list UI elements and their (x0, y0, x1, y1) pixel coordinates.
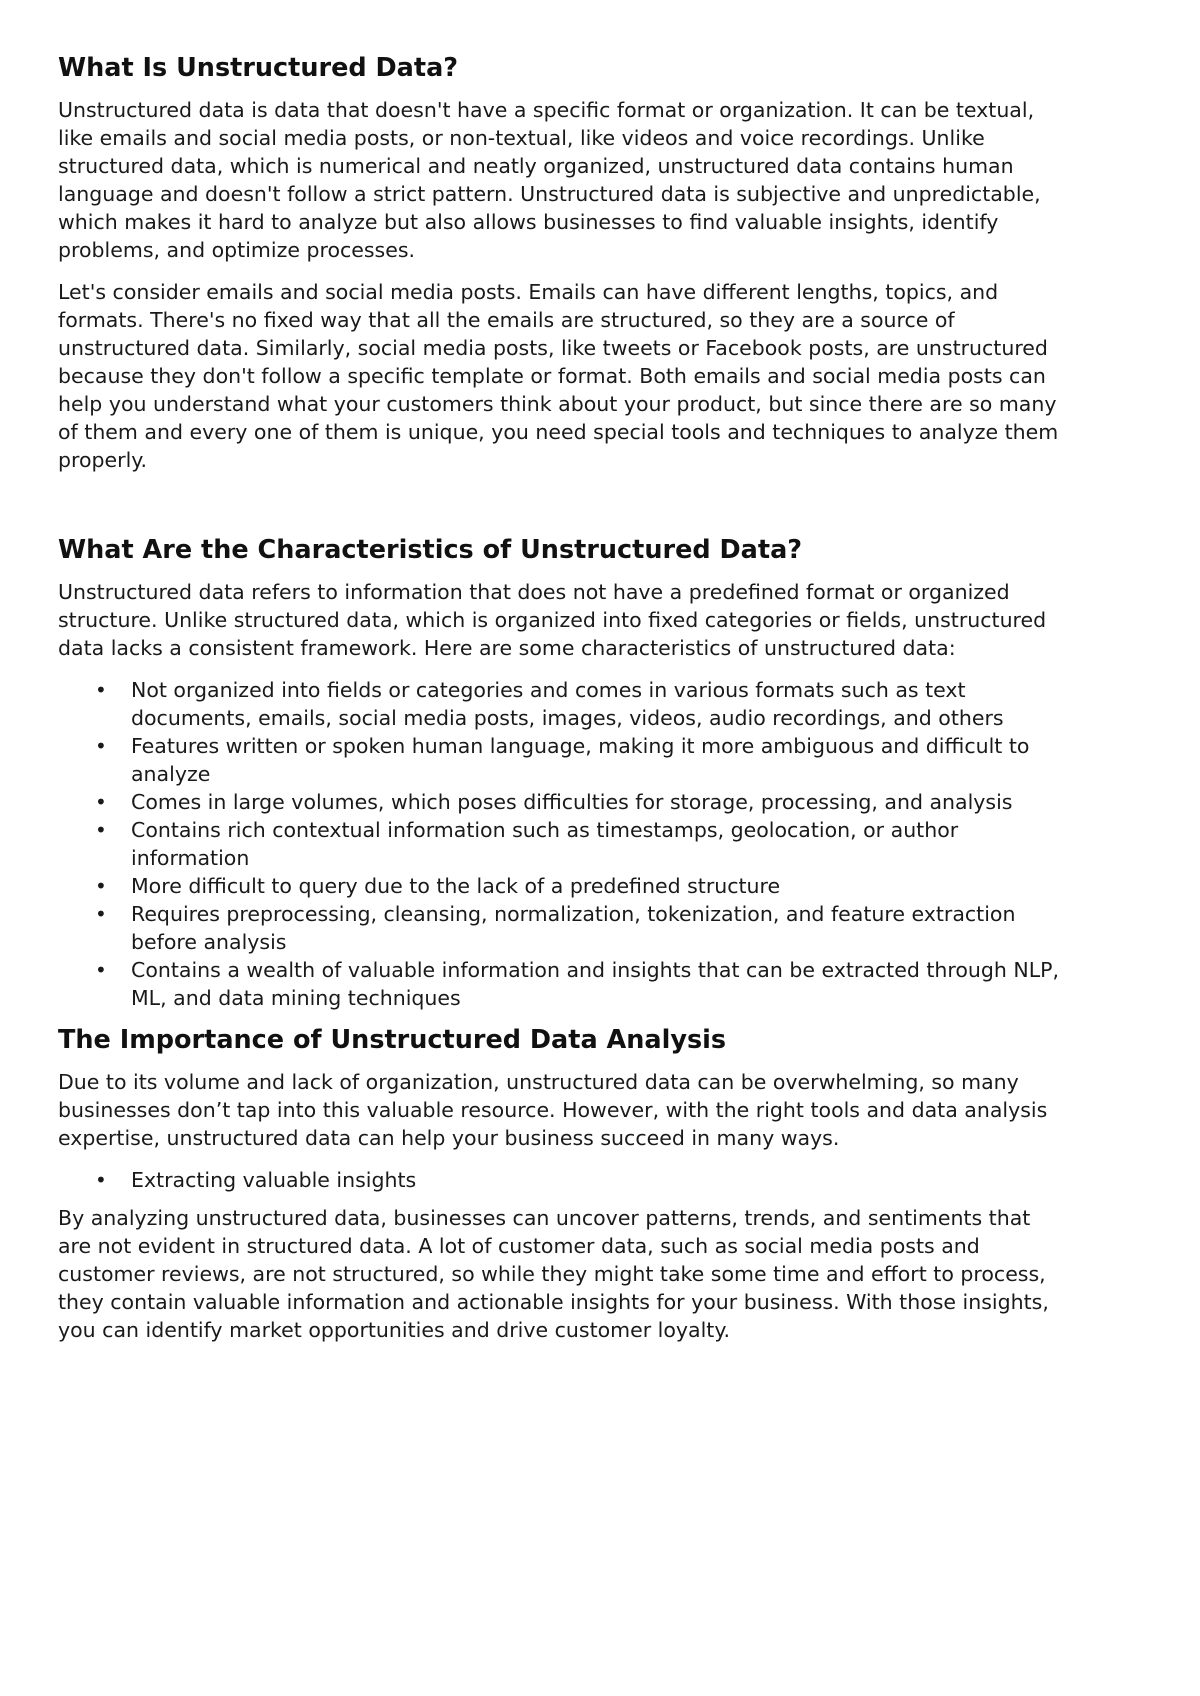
list-item: • Contains a wealth of valuable information and insights that can be extracted through NLP, ML, and data mining techniques (131, 956, 1068, 1012)
paragraph: Due to its volume and lack of organization, unstructured data can be overwhelming, so many businesses don’t tap into this valuable resource. However, with the right tools and data analysis expertise, unstructured data can help your business succeed in many ways. (58, 1070, 1048, 1150)
section-characteristics (58, 532, 1068, 1012)
list-item: • More difficult to query due to the lack of a predefined structure (131, 872, 1068, 900)
document-page (58, 50, 1068, 1358)
list-item: • Extracting valuable insights (131, 1166, 1068, 1194)
section-importance (58, 1022, 1068, 1344)
list-item: • Features written or spoken human language, making it more ambiguous and difficult to analyze (131, 732, 1068, 788)
section-heading: What Are the Characteristics of Unstructured Data? (58, 535, 803, 565)
section-heading: What Is Unstructured Data? (58, 53, 459, 83)
bullet-list (58, 676, 1068, 1012)
paragraph: Unstructured data is data that doesn't have a specific format or organization. It can be textual, like emails and social media posts, or non-textual, like videos and voice recordings. Unlike structured data, which is numerical and neatly organized, unstructured data contains human language and doesn't follow a strict pattern. Unstructured data is subjective and unpredictable, which makes it hard to analyze but also allows businesses to find valuable insights, identify problems, and optimize processes. (58, 98, 1041, 262)
list-item: • Requires preprocessing, cleansing, normalization, tokenization, and feature extraction before analysis (131, 900, 1068, 956)
paragraph: Unstructured data refers to information that does not have a predefined format or organized structure. Unlike structured data, which is organized into fixed categories or fields, unstructured data lacks a consistent framework. Here are some characteristics of unstructured data: (58, 580, 1047, 660)
section-heading: The Importance of Unstructured Data Analysis (58, 1025, 727, 1055)
list-item: • Not organized into fields or categories and comes in various formats such as text documents, emails, social media posts, images, videos, audio recordings, and others (131, 676, 1068, 732)
section-what-is-unstructured-data (58, 50, 1068, 474)
list-item: • Contains rich contextual information such as timestamps, geolocation, or author information (131, 816, 1068, 872)
bullet-list (58, 1166, 1068, 1194)
paragraph: By analyzing unstructured data, businesses can uncover patterns, trends, and sentiments that are not evident in structured data. A lot of customer data, such as social media posts and customer reviews, are not structured, so while they might take some time and effort to process, they contain valuable information and actionable insights for your business. With those insights, you can identify market opportunities and drive customer loyalty. (58, 1206, 1049, 1342)
paragraph: Let's consider emails and social media posts. Emails can have different lengths, topics, and formats. There's no fixed way that all the emails are structured, so they are a source of unstructured data. Similarly, social media posts, like tweets or Facebook posts, are unstructured because they don't follow a specific template or format. Both emails and social media posts can help you understand what your customers think about your product, but since there are so many of them and every one of them is unique, you need special tools and techniques to analyze them properly. (58, 280, 1059, 472)
section-spacer (58, 488, 1068, 532)
list-item: • Comes in large volumes, which poses difficulties for storage, processing, and analysis (131, 788, 1068, 816)
